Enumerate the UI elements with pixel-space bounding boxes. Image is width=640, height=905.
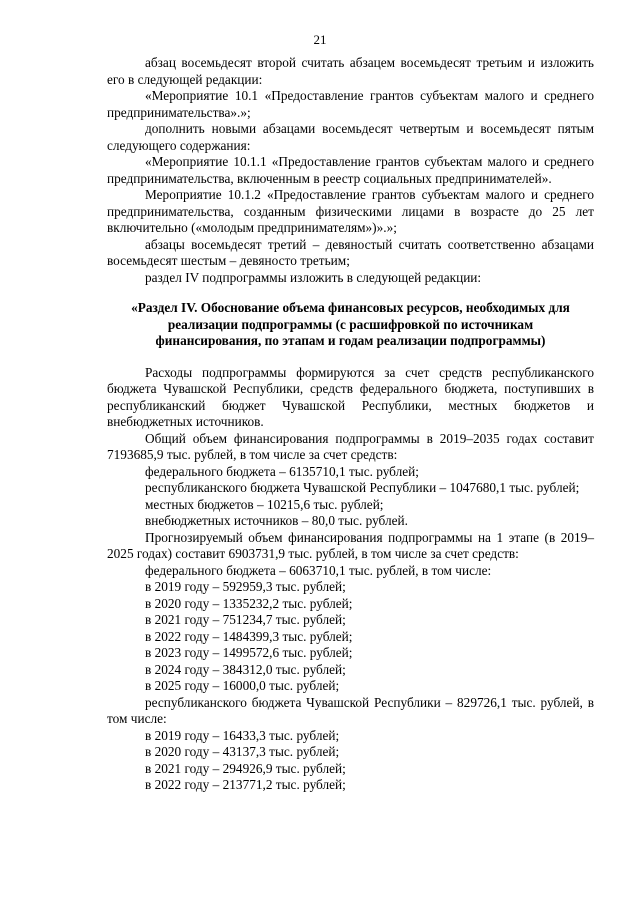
list-item: федерального бюджета – 6135710,1 тыс. рублей; (145, 463, 419, 479)
paragraph: Мероприятие 10.1.2 «Предоставление грантов субъектам малого и среднего предпринимательства, созданным физическими лицами в возрасте до 25 лет включительно («молодым предпринимателям»)».»; (107, 187, 594, 235)
list-item: в 2022 году – 1484399,3 тыс. рублей; (145, 628, 353, 644)
list-item: в 2025 году – 16000,0 тыс. рублей; (145, 678, 340, 693)
list-item: в 2022 году – 213771,2 тыс. рублей; (145, 777, 346, 792)
list-item: в 2020 году – 1335232,2 тыс. рублей; (145, 595, 353, 611)
list-item: федерального бюджета – 6063710,1 тыс. рублей, в том числе: (145, 562, 492, 578)
paragraph: раздел IV подпрограммы изложить в следующей редакции: (145, 269, 482, 285)
list-item: в 2020 году – 43137,3 тыс. рублей; (145, 744, 340, 759)
paragraph: «Мероприятие 10.1 «Предоставление грантов субъектам малого и среднего предпринимательства».»; (107, 88, 594, 120)
list-item: в 2021 году – 751234,7 тыс. рублей; (145, 612, 346, 627)
document-body (107, 55, 594, 794)
list-item: в 2021 году – 294926,9 тыс. рублей; (145, 760, 346, 776)
list-item: республиканского бюджета Чувашской Республики – 829726,1 тыс. рублей, в том числе: (107, 694, 594, 726)
paragraph: «Мероприятие 10.1.1 «Предоставление грантов субъектам малого и среднего предпринимательства, включенным в реестр социальных предпринимателей». (107, 154, 594, 186)
list-item: в 2024 году – 384312,0 тыс. рублей; (145, 661, 346, 677)
list-item: в 2019 году – 592959,3 тыс. рублей; (145, 579, 346, 594)
list-item: в 2019 году – 16433,3 тыс. рублей; (145, 727, 340, 743)
list-item: республиканского бюджета Чувашской Республики – 1047680,1 тыс. рублей; (145, 480, 580, 495)
paragraph: Общий объем финансирования подпрограммы в 2019–2035 годах составит 7193685,9 тыс. рублей, в том числе за счет средств: (107, 430, 594, 462)
paragraph: Расходы подпрограммы формируются за счет средств республиканского бюджета Чувашской Республики, средств федерального бюджета, поступивших в республиканский бюджет Чувашской Республики, местных бюджетов и внебюджетных источников. (107, 364, 594, 429)
list-item: местных бюджетов – 10215,6 тыс. рублей; (145, 496, 384, 512)
paragraph: дополнить новыми абзацами восемьдесят четвертым и восемьдесят пятым следующего содержания: (107, 121, 594, 153)
paragraph: абзац восемьдесят второй считать абзацем восемьдесят третьим и изложить его в следующей редакции: (107, 55, 594, 87)
paragraph: Прогнозируемый объем финансирования подпрограммы на 1 этапе (в 2019–2025 годах) составит 6903731,9 тыс. рублей, в том числе за счет средств: (107, 529, 594, 561)
page-number: 21 (313, 32, 327, 47)
section-heading: «Раздел IV. Обоснование объема финансовых ресурсов, необходимых для реализации подпрограммы (с расшифровкой по источникам финансирования, по этапам и годам реализации подпрограммы) (131, 300, 570, 348)
list-item: внебюджетных источников – 80,0 тыс. рублей. (145, 513, 408, 528)
paragraph: абзацы восемьдесят третий – девяностый считать соответственно абзацами восемьдесят шестым – девяностo третьим; (107, 236, 594, 268)
list-item: в 2023 году – 1499572,6 тыс. рублей; (145, 645, 353, 660)
